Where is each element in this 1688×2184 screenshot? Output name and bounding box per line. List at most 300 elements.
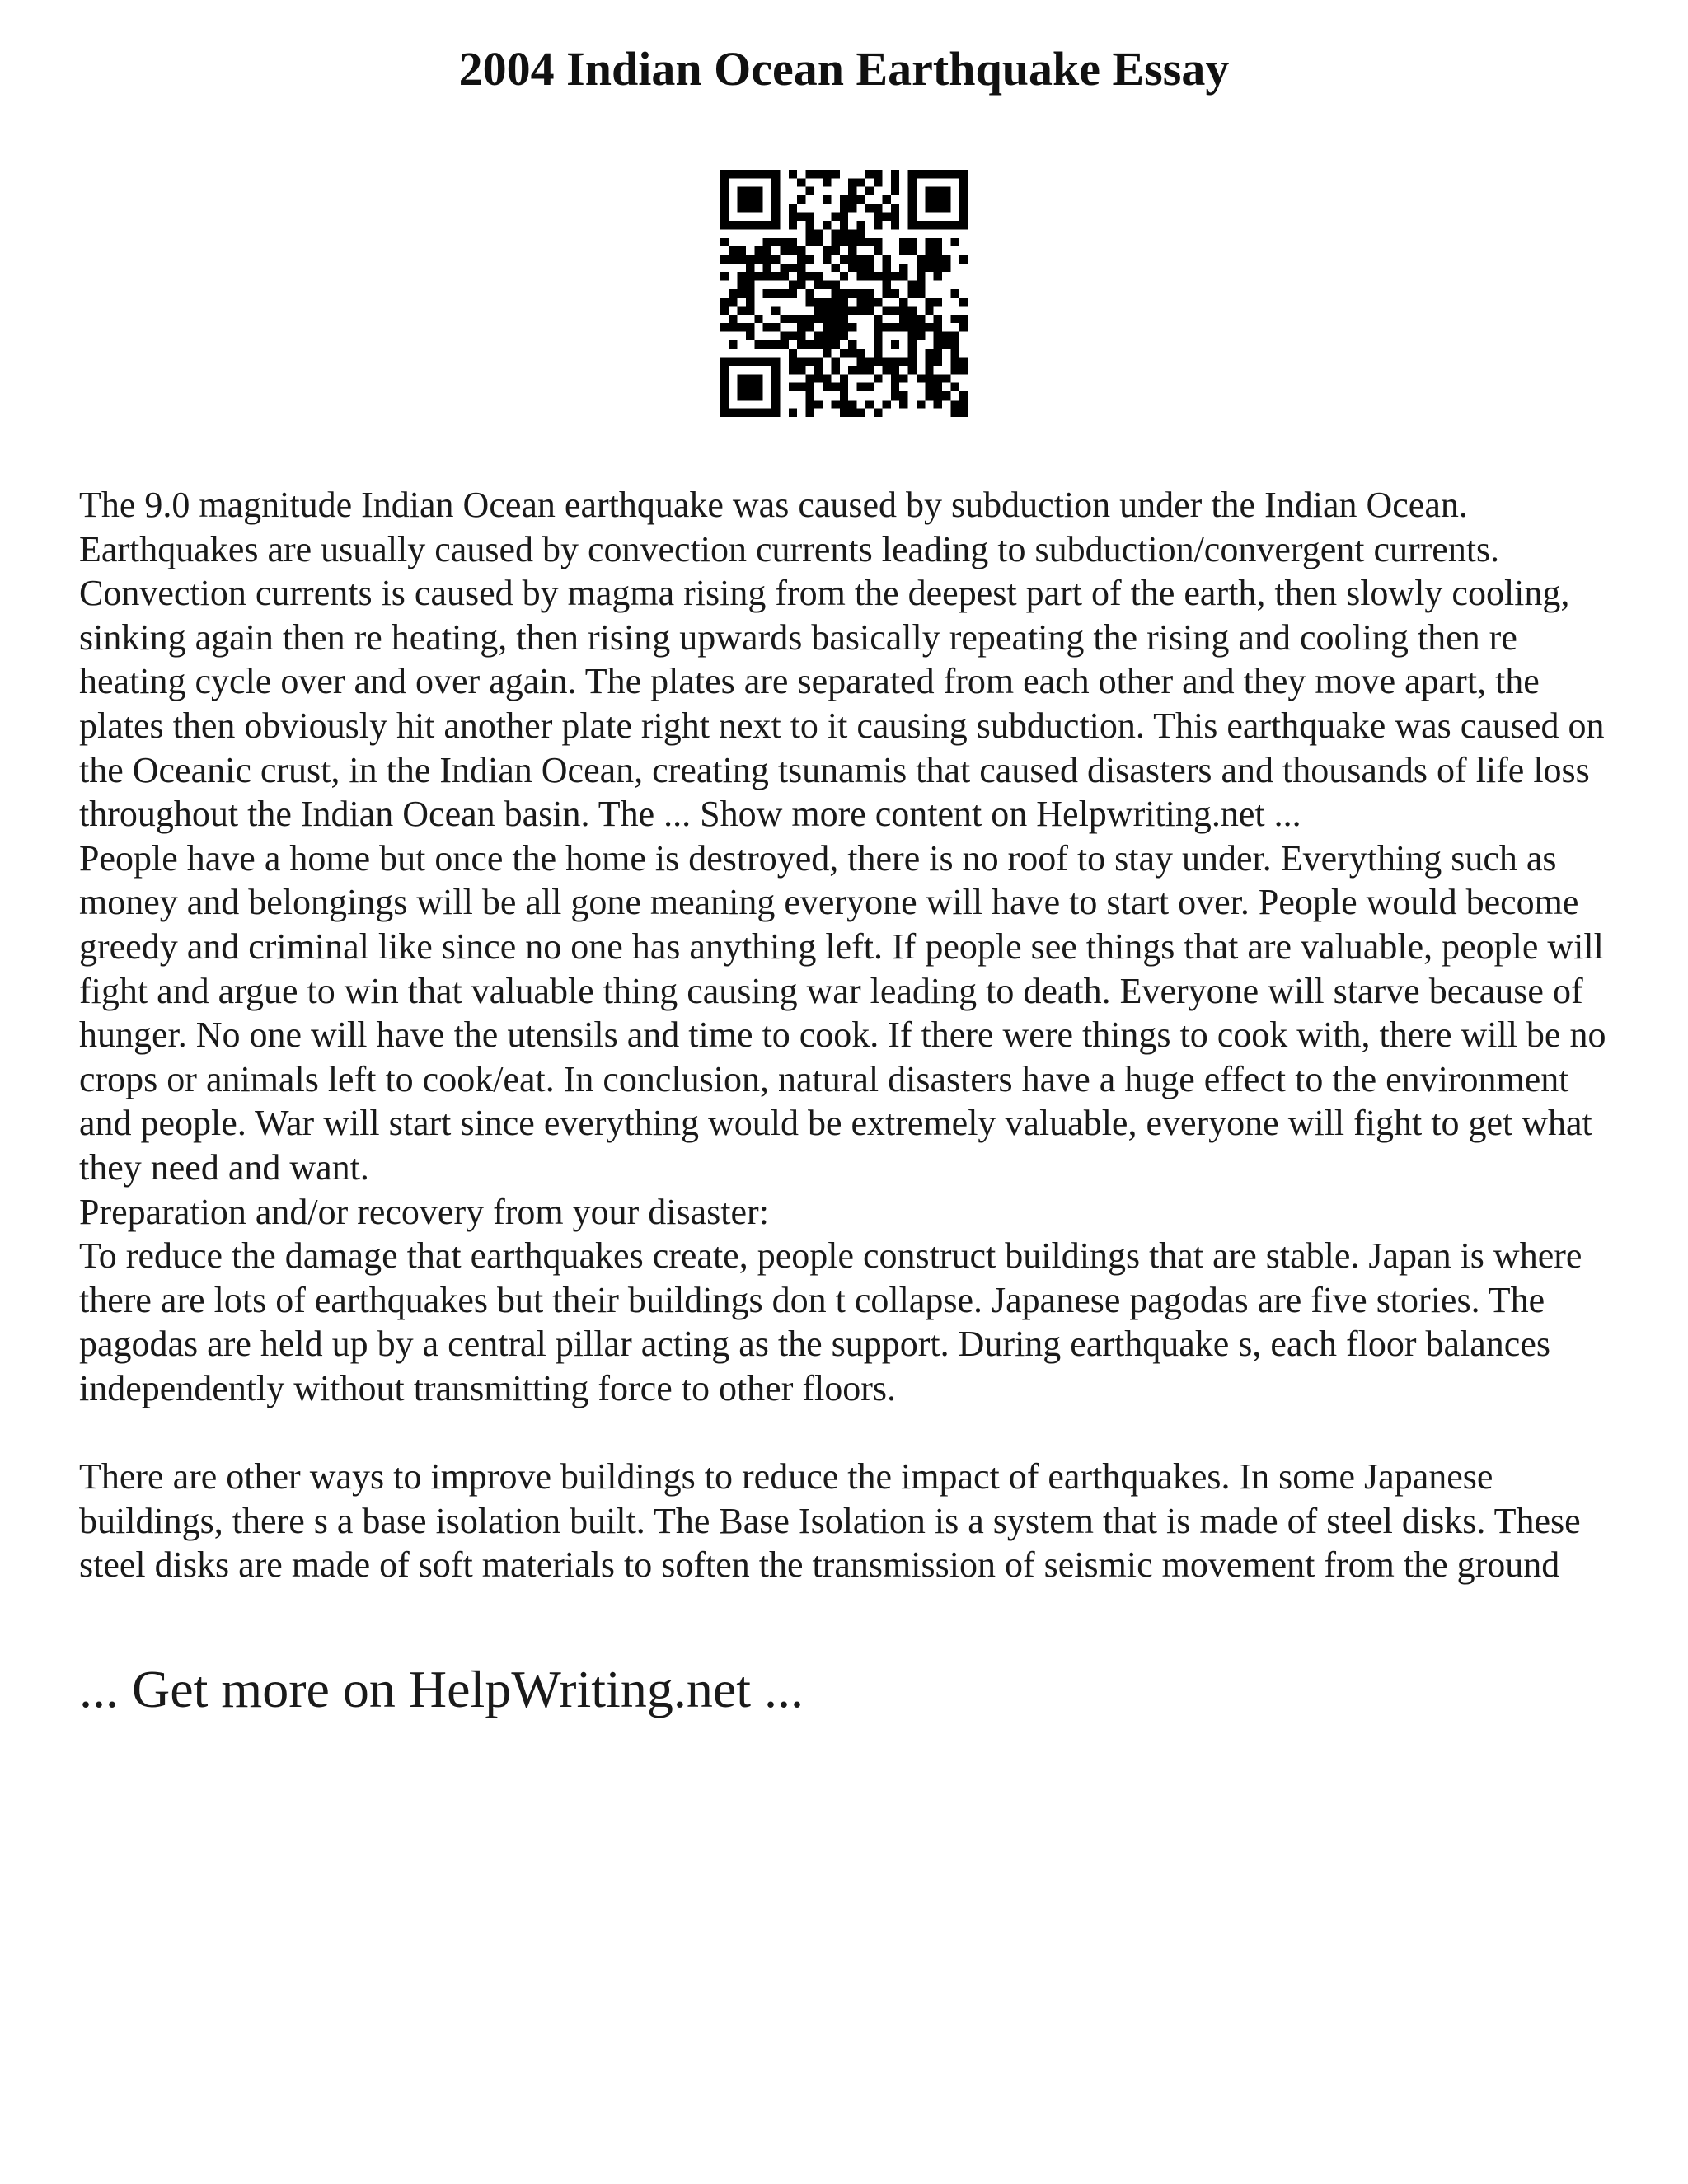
qr-module <box>789 213 797 221</box>
qr-module <box>934 400 942 408</box>
qr-module <box>883 272 891 280</box>
qr-module <box>925 204 933 212</box>
qr-module <box>780 264 788 272</box>
qr-module <box>899 374 907 382</box>
qr-module <box>891 213 899 221</box>
qr-module <box>729 298 737 306</box>
qr-module <box>746 307 754 315</box>
qr-module <box>763 170 771 178</box>
qr-module <box>746 332 754 340</box>
qr-module <box>720 374 729 382</box>
qr-module <box>959 315 968 323</box>
qr-module <box>959 391 968 400</box>
qr-module <box>763 255 771 263</box>
qr-module <box>899 391 907 400</box>
qr-module <box>891 366 899 374</box>
qr-module <box>797 213 805 221</box>
qr-module <box>823 170 831 178</box>
qr-module <box>874 323 882 331</box>
qr-module <box>805 221 814 229</box>
qr-module <box>763 289 771 298</box>
qr-module <box>934 272 942 280</box>
qr-module <box>959 195 968 204</box>
qr-module <box>771 213 780 221</box>
qr-module <box>720 238 729 246</box>
qr-module <box>729 323 737 331</box>
qr-module <box>857 289 865 298</box>
qr-module <box>831 332 839 340</box>
qr-module <box>771 383 780 391</box>
qr-module <box>874 204 882 212</box>
qr-module <box>950 383 959 391</box>
qr-module <box>814 366 823 374</box>
qr-module <box>874 213 882 221</box>
qr-module <box>857 255 865 263</box>
qr-module <box>891 204 899 212</box>
qr-module <box>865 358 874 366</box>
qr-module <box>814 238 823 246</box>
qr-module <box>840 229 848 237</box>
qr-module <box>797 340 805 349</box>
qr-module <box>942 374 950 382</box>
qr-module <box>720 298 729 306</box>
qr-module <box>934 238 942 246</box>
qr-module <box>899 315 907 323</box>
qr-module <box>720 195 729 204</box>
qr-module <box>763 340 771 349</box>
qr-module <box>763 264 771 272</box>
qr-module <box>780 332 788 340</box>
qr-module <box>840 323 848 331</box>
paragraph-1: The 9.0 magnitude Indian Ocean earthquake was caused by subduction under the Indian Ocean. Earthquakes are usually caused by convection currents leading to subduction/convergent currents. Convection currents is caused by magma rising from the deepest part of the earth, then slowly cooling, sinking again then re heating, then rising upwards basically repeating the rising and cooling then re heating cycle over and over again. The plates are separated from each other and they move apart, the plates then obviously hit another plate right next to it causing subduction. This earthquake was caused on the Oceanic crust, in the Indian Ocean, creating tsunamis that caused disasters and thousands of life loss throughout the Indian Ocean basin. The ... Show more content on Helpwriting.net ... <box>79 485 1605 835</box>
qr-module <box>771 289 780 298</box>
qr-module <box>848 229 856 237</box>
qr-module <box>789 332 797 340</box>
qr-module <box>883 366 891 374</box>
qr-module <box>831 307 839 315</box>
qr-module <box>959 170 968 178</box>
qr-code-icon <box>720 170 968 417</box>
qr-module <box>874 409 882 417</box>
qr-module <box>908 323 917 331</box>
qr-module <box>738 170 746 178</box>
qr-module <box>720 187 729 195</box>
paragraph-3: Preparation and/or recovery from your disaster: <box>79 1191 769 1232</box>
qr-module <box>848 349 856 357</box>
qr-module <box>831 383 839 391</box>
qr-module <box>771 391 780 400</box>
qr-module <box>848 264 856 272</box>
qr-module <box>840 400 848 408</box>
qr-module <box>831 366 839 374</box>
qr-module <box>746 204 754 212</box>
qr-module <box>950 400 959 408</box>
qr-module <box>899 264 907 272</box>
qr-module <box>857 178 865 186</box>
qr-module <box>771 255 780 263</box>
qr-module <box>720 272 729 280</box>
qr-module <box>848 204 856 212</box>
qr-module <box>899 323 907 331</box>
qr-module <box>857 221 865 229</box>
qr-module <box>865 298 874 306</box>
qr-module <box>934 332 942 340</box>
paragraph-gap <box>79 1410 1629 1455</box>
qr-module <box>814 272 823 280</box>
qr-module <box>848 400 856 408</box>
qr-module <box>857 307 865 315</box>
qr-module <box>823 195 831 204</box>
qr-module <box>848 255 856 263</box>
qr-module <box>729 246 737 255</box>
qr-module <box>823 255 831 263</box>
qr-module <box>874 298 882 306</box>
qr-module <box>754 204 762 212</box>
qr-module <box>814 170 823 178</box>
qr-module <box>942 204 950 212</box>
qr-module <box>754 374 762 382</box>
qr-module <box>729 221 737 229</box>
qr-module <box>865 400 874 408</box>
qr-module <box>789 358 797 366</box>
paragraph-2: People have a home but once the home is destroyed, there is no roof to stay under. Everything such as money and belongings will be all gone meaning everyone will have to start over. People would become greedy and criminal like since no one has anything left. If people see things that are valuable, people will fight and argue to win that valuable thing causing war leading to death. Everyone will starve because of hunger. No one will have the utensils and time to cook. If there were things to cook with, there will be no crops or animals left to cook/eat. In conclusion, natural disasters have a huge effect to the environment and people. War will start since everything would be extremely valuable, everyone will fight to get what they need and want. <box>79 837 1606 1188</box>
qr-module <box>959 366 968 374</box>
qr-module <box>848 187 856 195</box>
qr-module <box>942 170 950 178</box>
qr-module <box>942 195 950 204</box>
qr-module <box>840 238 848 246</box>
qr-module <box>789 289 797 298</box>
qr-module <box>831 289 839 298</box>
qr-module <box>899 298 907 306</box>
qr-module <box>840 289 848 298</box>
qr-module <box>771 340 780 349</box>
qr-module <box>789 409 797 417</box>
qr-module <box>840 383 848 391</box>
qr-module <box>959 204 968 212</box>
qr-module <box>771 358 780 366</box>
qr-module <box>934 315 942 323</box>
qr-module <box>917 170 925 178</box>
qr-module <box>746 187 754 195</box>
qr-module <box>831 315 839 323</box>
qr-module <box>883 400 891 408</box>
qr-module <box>797 195 805 204</box>
qr-module <box>874 178 882 186</box>
qr-module <box>917 400 925 408</box>
qr-module <box>814 280 823 288</box>
qr-module <box>720 307 729 315</box>
qr-module <box>865 366 874 374</box>
qr-module <box>942 221 950 229</box>
qr-module <box>797 178 805 186</box>
qr-module <box>883 289 891 298</box>
qr-module <box>771 204 780 212</box>
qr-module <box>729 289 737 298</box>
qr-module <box>925 238 933 246</box>
qr-module <box>805 383 814 391</box>
qr-module <box>738 374 746 382</box>
page-title: 2004 Indian Ocean Earthquake Essay <box>458 42 1230 96</box>
qr-module <box>899 272 907 280</box>
qr-module <box>814 358 823 366</box>
qr-module <box>746 195 754 204</box>
qr-module <box>950 315 959 323</box>
qr-module <box>754 340 762 349</box>
qr-module <box>771 323 780 331</box>
qr-module <box>720 213 729 221</box>
qr-module <box>789 246 797 255</box>
qr-code-graphic <box>720 170 968 417</box>
qr-module <box>865 187 874 195</box>
essay-body <box>79 483 1629 1587</box>
qr-module <box>831 358 839 366</box>
qr-module <box>780 272 788 280</box>
qr-module <box>934 221 942 229</box>
qr-module <box>925 264 933 272</box>
qr-module <box>865 238 874 246</box>
qr-module <box>738 383 746 391</box>
qr-module <box>746 298 754 306</box>
qr-module <box>763 409 771 417</box>
qr-module <box>840 391 848 400</box>
qr-module <box>959 178 968 186</box>
qr-module <box>908 366 917 374</box>
qr-module <box>891 307 899 315</box>
qr-module <box>746 289 754 298</box>
qr-module <box>771 366 780 374</box>
qr-module <box>746 391 754 400</box>
qr-module <box>720 358 729 366</box>
qr-module <box>883 213 891 221</box>
qr-module <box>925 366 933 374</box>
qr-module <box>857 195 865 204</box>
qr-module <box>789 221 797 229</box>
qr-module <box>883 255 891 263</box>
qr-module <box>950 366 959 374</box>
qr-module <box>823 178 831 186</box>
qr-module <box>797 264 805 272</box>
qr-module <box>805 358 814 366</box>
qr-module <box>823 340 831 349</box>
qr-module <box>874 272 882 280</box>
qr-module <box>934 323 942 331</box>
qr-module <box>797 272 805 280</box>
qr-module <box>908 170 917 178</box>
qr-module <box>891 383 899 391</box>
qr-module <box>840 221 848 229</box>
qr-module <box>754 195 762 204</box>
qr-module <box>908 204 917 212</box>
qr-module <box>720 400 729 408</box>
qr-module <box>720 170 729 178</box>
qr-module <box>754 409 762 417</box>
qr-module <box>848 409 856 417</box>
qr-module <box>823 349 831 357</box>
qr-module <box>950 221 959 229</box>
qr-module <box>865 383 874 391</box>
qr-module <box>925 195 933 204</box>
qr-module <box>848 246 856 255</box>
qr-module <box>746 383 754 391</box>
qr-module <box>874 349 882 357</box>
qr-module <box>754 255 762 263</box>
qr-module <box>805 315 814 323</box>
qr-module <box>746 255 754 263</box>
qr-module <box>763 272 771 280</box>
qr-module <box>891 289 899 298</box>
qr-module <box>746 221 754 229</box>
qr-module <box>754 383 762 391</box>
qr-module <box>805 238 814 246</box>
qr-module <box>959 255 968 263</box>
qr-module <box>891 391 899 400</box>
qr-module <box>797 358 805 366</box>
qr-module <box>942 340 950 349</box>
qr-module <box>797 383 805 391</box>
qr-module <box>823 298 831 306</box>
qr-module <box>857 366 865 374</box>
qr-module <box>874 374 882 382</box>
qr-module <box>738 289 746 298</box>
qr-module <box>934 349 942 357</box>
qr-module <box>908 289 917 298</box>
qr-module <box>746 409 754 417</box>
qr-module <box>934 187 942 195</box>
qr-module <box>746 264 754 272</box>
qr-module <box>840 255 848 263</box>
qr-module <box>814 298 823 306</box>
qr-module <box>950 289 959 298</box>
paragraph-4: To reduce the damage that earthquakes create, people construct buildings that are stable. Japan is where there are lots of earthquakes but their buildings don t collapse. Japanese pagodas are five stories. The pagodas are held up by a central pillar acting as the support. During earthquake s, each floor balances independently without transmitting force to other floors. <box>79 1235 1582 1408</box>
qr-module <box>823 332 831 340</box>
qr-module <box>840 204 848 212</box>
qr-module <box>840 332 848 340</box>
qr-module <box>942 187 950 195</box>
qr-module <box>729 340 737 349</box>
qr-module <box>874 315 882 323</box>
qr-module <box>738 280 746 288</box>
qr-module <box>797 246 805 255</box>
qr-module <box>908 358 917 366</box>
qr-module <box>729 170 737 178</box>
qr-module <box>857 264 865 272</box>
qr-module <box>917 264 925 272</box>
qr-module <box>925 170 933 178</box>
qr-module <box>891 323 899 331</box>
qr-module <box>891 340 899 349</box>
qr-module <box>805 323 814 331</box>
qr-module <box>805 289 814 298</box>
qr-module <box>720 391 729 400</box>
qr-module <box>746 374 754 382</box>
qr-module <box>840 298 848 306</box>
qr-module <box>950 358 959 366</box>
qr-module <box>917 315 925 323</box>
qr-module <box>874 332 882 340</box>
qr-module <box>857 272 865 280</box>
qr-module <box>959 298 968 306</box>
qr-module <box>925 298 933 306</box>
qr-module <box>831 340 839 349</box>
qr-module <box>738 358 746 366</box>
qr-module <box>891 187 899 195</box>
qr-module <box>891 272 899 280</box>
qr-module <box>738 187 746 195</box>
qr-module <box>831 264 839 272</box>
qr-module <box>959 187 968 195</box>
qr-module <box>763 246 771 255</box>
qr-module <box>805 229 814 237</box>
qr-module <box>857 383 865 391</box>
qr-module <box>771 187 780 195</box>
qr-module <box>738 307 746 315</box>
qr-module <box>950 332 959 340</box>
qr-module <box>738 204 746 212</box>
qr-module <box>942 391 950 400</box>
qr-module <box>840 315 848 323</box>
qr-module <box>925 374 933 382</box>
qr-module <box>814 307 823 315</box>
qr-module <box>934 383 942 391</box>
qr-module <box>934 246 942 255</box>
qr-module <box>805 255 814 263</box>
qr-module <box>771 409 780 417</box>
qr-module <box>908 307 917 315</box>
qr-module <box>805 170 814 178</box>
qr-module <box>789 366 797 374</box>
qr-module <box>848 195 856 204</box>
qr-module <box>738 255 746 263</box>
qr-module <box>908 238 917 246</box>
qr-module <box>789 349 797 357</box>
qr-module <box>934 195 942 204</box>
qr-module <box>805 213 814 221</box>
qr-module <box>891 358 899 366</box>
qr-module <box>840 272 848 280</box>
qr-module <box>771 178 780 186</box>
qr-module <box>831 280 839 288</box>
qr-module <box>934 358 942 366</box>
qr-module <box>891 178 899 186</box>
qr-module <box>789 170 797 178</box>
qr-module <box>738 391 746 400</box>
get-more-link[interactable]: ... Get more on HelpWriting.net ... <box>79 1660 804 1718</box>
qr-module <box>738 272 746 280</box>
qr-module <box>814 340 823 349</box>
qr-module <box>754 187 762 195</box>
qr-module <box>848 238 856 246</box>
qr-module <box>959 358 968 366</box>
qr-module <box>959 213 968 221</box>
qr-module <box>908 315 917 323</box>
qr-module <box>823 374 831 382</box>
qr-module <box>865 289 874 298</box>
qr-module <box>754 315 762 323</box>
qr-module <box>823 323 831 331</box>
qr-module <box>917 280 925 288</box>
qr-module <box>925 187 933 195</box>
qr-module <box>840 409 848 417</box>
qr-module <box>934 170 942 178</box>
qr-module <box>814 332 823 340</box>
qr-module <box>891 221 899 229</box>
qr-module <box>763 358 771 366</box>
qr-module <box>823 315 831 323</box>
qr-module <box>805 400 814 408</box>
qr-module <box>925 221 933 229</box>
qr-module <box>857 229 865 237</box>
